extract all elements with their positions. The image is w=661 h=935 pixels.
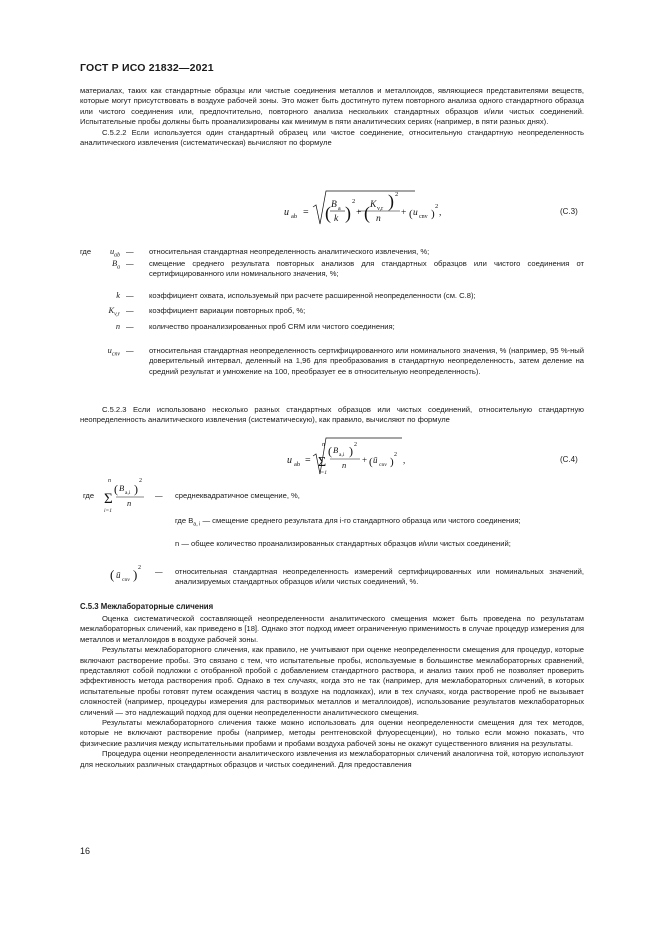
- defs2-n: n: [127, 498, 132, 508]
- eq4-plus: +: [362, 455, 368, 465]
- definition-text: коэффициент вариации повторных проб, %;: [149, 306, 306, 315]
- eq4-sq-1: 2: [354, 442, 357, 448]
- eq3-sq-2: 2: [395, 191, 399, 198]
- defs2-paren-open: (: [114, 482, 118, 496]
- definition-text: относительная стандартная неопределенность сертифицированного или номинального значения, % (например, 95 %-ный доверительный интервал, деленный на 1,96 для преобразования в стандартную неопределенность, затем деление на средний результат и умножение на 100, преобразует ее в относительную неопределенность).: [149, 346, 584, 376]
- eq4-paren-open-2: (: [369, 456, 373, 468]
- eq4-lhs: u: [287, 455, 292, 466]
- section-title: С.5.3 Межлабораторные сличения: [80, 602, 214, 611]
- paragraph: Оценка систематической составляющей неопределенности аналитического смещения может быть проведена по результатам межлабораторных сличений, как приведено в [18]. Однако этот подход имеет ограниченную применимость в случае процедур измерения для металлов и металлоидов в воздухе рабочей зоны.: [80, 614, 584, 644]
- definition-dash: —: [155, 491, 163, 500]
- eq3-number: (С.3): [560, 207, 578, 216]
- defs2-u-sq: 2: [138, 565, 141, 571]
- defs2-B: B: [119, 483, 125, 493]
- eq3-paren-close-1: ): [345, 203, 351, 223]
- eq4-B: B: [333, 445, 339, 455]
- definition-symbol: $u_{cnv}$: [107, 346, 120, 358]
- eq4-comma: ,: [403, 455, 406, 465]
- eq3-plus-1: +: [356, 208, 362, 218]
- definition-symbol: n: [115, 322, 120, 331]
- defs2-sum-top: n: [108, 478, 111, 484]
- where-label: где: [80, 247, 92, 256]
- eq4-lhs-sub: ab: [294, 461, 301, 468]
- eq4-B-sub: a,i: [339, 452, 345, 458]
- where-label-2: где: [83, 491, 95, 500]
- eq3-u-sub: cnv: [419, 214, 428, 220]
- definition-dash: —: [126, 346, 134, 355]
- eq4-number: (С.4): [560, 455, 578, 464]
- page-number: 16: [80, 846, 91, 856]
- eq3-paren-close-2: ): [388, 191, 394, 211]
- eq3-n: n: [376, 214, 381, 224]
- eq3-lhs-sub: ab: [291, 213, 298, 220]
- definition-dash: —: [126, 322, 134, 331]
- definition-dash: —: [126, 259, 134, 268]
- defs2-u: ū: [116, 570, 121, 580]
- eq3-u: u: [413, 208, 418, 218]
- eq3-K-sub: v,r: [377, 206, 384, 212]
- section-body: [80, 614, 584, 770]
- definition-symbol: k: [116, 291, 120, 300]
- eq3-sq-3: 2: [435, 203, 439, 210]
- paragraph-c522: С.5.2.2 Если используется один стандартный образец или чистое соединение, относительную стандартную неопределенность аналитического извлечения (систематическая) вычисляют по формуле: [80, 127, 584, 148]
- definition-text: относительная стандартная неопределенность измерений сертифицированных или номинальных значений, анализируемых стандартных образцов и/или чистых соединений, %.: [175, 567, 584, 587]
- defs2-paren-close: ): [134, 482, 138, 496]
- paragraph: Результаты межлабораторного сличения, как правило, не учитывают при оценке неопределенности смещения для процедур, которые включают растворение пробы. Это связано с тем, что испытательные пробы, используемые в большинстве межлабораторных сравнений, представляют собой подложки с отобранной пробой с добавлением стандартного раствора, и анализ таких проб не позволяет проверить эффективность метода растворения проб. Однако в тех случаях, когда это не так (например, для межлабораторных сличений, в которых испытательные пробы готовят путем осаждения частиц в воздухе на подложках), или в тех случаях, когда растворение проб не вызывает сложностей (например, процедуры измерения для растворимых металлов и металлоидов), использование результатов межлабораторных сличений — это надлежащий подход для оценки неопределенности аналитического смещения.: [80, 645, 584, 717]
- eq4-paren-close-1: ): [349, 444, 353, 458]
- eq3-B: B: [331, 200, 337, 210]
- definition-text: смещение среднего результата повторных анализов для стандартных образцов или чистого соединения от сертифицированного или номинального значения, %;: [149, 259, 584, 279]
- eq4-sum: Σ: [318, 455, 327, 470]
- eq3-plus-2: +: [401, 208, 407, 218]
- defs2-sq: 2: [139, 478, 142, 484]
- paragraph-c523: С.5.2.3 Если использовано несколько разных стандартных образцов или чистых соединений, относительную стандартную неопределенность аналитического извлечения (систематическую), как правило, вычисляют по формуле: [80, 405, 584, 425]
- eq4-sum-bot: i=1: [319, 470, 327, 476]
- eq4-paren-close-2: ): [390, 456, 394, 468]
- definition-symbol: $K_{v,r}$: [108, 306, 120, 318]
- eq4-sum-top: n: [322, 442, 325, 448]
- defs2-u-paren-open: (: [110, 567, 115, 582]
- eq3-k: k: [334, 214, 339, 224]
- defs2-u-sub: cnv: [122, 577, 130, 583]
- eq4-n: n: [342, 460, 347, 470]
- document-header: ГОСТ Р ИСО 21832—2021: [80, 62, 214, 74]
- definition-symbol: $B_a$: [111, 259, 120, 271]
- definition-dash: —: [155, 567, 163, 576]
- eq3-B-sub: a: [338, 206, 341, 212]
- eq4-equals: =: [305, 455, 311, 466]
- definition-dash: —: [126, 291, 134, 300]
- eq3-paren-open-3: (: [409, 208, 413, 220]
- eq3-K: K: [370, 200, 377, 210]
- definition-symbol: $u_{ab}$: [109, 247, 120, 259]
- eq3-paren-close-3: ): [431, 208, 435, 220]
- defs2-sum-bot: i=1: [104, 508, 112, 514]
- paragraph: Процедура оценки неопределенности аналитического извлечения из межлабораторных сличений аналогична той, которую используют для нескольких различных стандартных образцов и чистых соединений. Для предоставления: [80, 749, 584, 769]
- eq3-lhs: u: [284, 207, 289, 218]
- sub-definition-n: n — общее количество проанализированных стандартных образцов и/или чистых соединений;: [175, 539, 511, 548]
- eq3-comma: ,: [439, 208, 442, 218]
- eq3-equals: =: [303, 207, 309, 218]
- eq3-paren-open-1: (: [325, 203, 331, 223]
- defs2-u-paren-close: ): [133, 567, 138, 582]
- eq3-sq-1: 2: [352, 198, 356, 205]
- definition-text: среднеквадратичное смещение, %,: [175, 491, 300, 500]
- eq3-paren-open-2: (: [364, 203, 370, 223]
- eq4-u-sub: cnv: [379, 462, 387, 468]
- eq4-sq-2: 2: [394, 452, 397, 458]
- eq4-u: ū: [373, 455, 378, 465]
- definition-dash: —: [126, 306, 134, 315]
- paragraph: Результаты межлабораторного сличения также можно использовать для оценки неопределенности смещения для тех методов, которые не включают растворение пробы (например, методы рентгеновской флуоресценции), но только если можно показать, что физические различия между испытательными пробами и пробами воздуха рабочей зоны не окажут существенного влияния на результаты.: [80, 718, 584, 748]
- definition-text: относительная стандартная неопределенность аналитического извлечения, %;: [149, 247, 430, 256]
- defs2-sum: Σ: [104, 491, 113, 507]
- definition-text: количество проанализированных проб CRM или чистого соединения;: [149, 322, 395, 331]
- definition-text: коэффициент охвата, используемый при расчете расширенной неопределенности (см. С.8);: [149, 291, 476, 300]
- definition-dash: —: [126, 247, 134, 256]
- paragraph-continuation: материалах, таких как стандартные образцы или чистые соединения металлов и металлоидов, являющиеся представителями веществ, которые могут присутствовать в воздухе рабочей зоны. Это может быть достигнуто путем повторного анализа одного стандартного образца или чистого соединения или, предпочтительно, повторного анализа нескольких стандартных образцов и/или чистых соединений. Испытательные пробы должны быть проанализированы как минимум в пяти аналитических сериях (например, в пяти разных днях).: [80, 86, 584, 127]
- sub-definition-bias: где $B_{a, i}$ — смещение среднего результата для i-го стандартного образца или чистого соединения;: [175, 516, 521, 528]
- eq4-paren-open-1: (: [328, 444, 332, 458]
- defs2-B-sub: a,i: [125, 490, 131, 496]
